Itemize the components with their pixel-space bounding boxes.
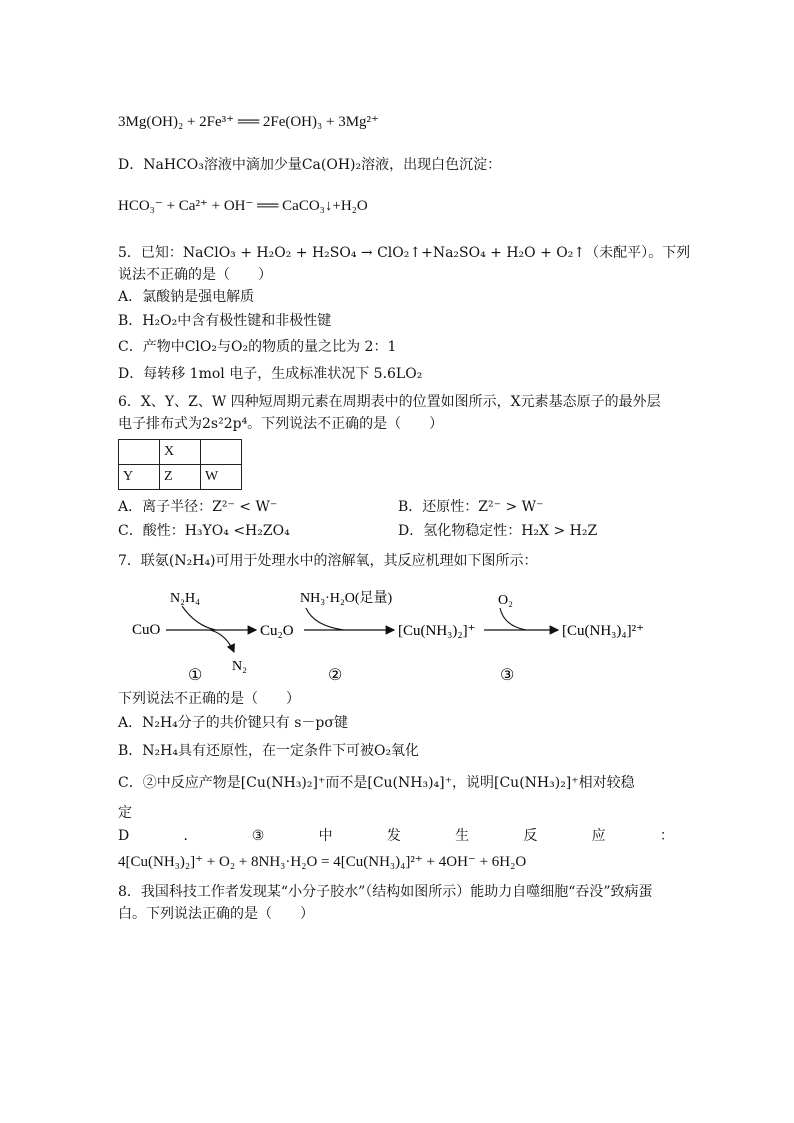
q5-option-c: C．产物中ClO₂与O₂的物质的量之比为 2：1 <box>118 339 397 355</box>
q5-option-a: A．氯酸钠是强电解质 <box>118 289 255 305</box>
q7-option-c-line1: C．②中反应产物是[Cu(NH₃)₂]⁺而不是[Cu(NH₃)₄]⁺，说明[Cu(NH₃)₂]⁺相对较稳 <box>118 775 635 791</box>
n2h4-label: N₂H₄ <box>170 591 200 606</box>
o2-label: O₂ <box>498 593 513 608</box>
q6-stem-line1: 6．X、Y、Z、W 四种短周期元素在周期表中的位置如图所示，X元素基态原子的最外层 <box>118 394 661 410</box>
justified-char: 生 <box>455 828 470 844</box>
curve-nh3-in <box>306 608 344 630</box>
step-3-marker: ③ <box>500 667 515 684</box>
table-cell: X <box>160 440 201 465</box>
q6-option-b: B．还原性：Z²⁻ > W⁻ <box>398 499 544 515</box>
cu2o-label: Cu₂O <box>260 623 294 639</box>
q7-option-b: B．N₂H₄具有还原性，在一定条件下可被O₂氧化 <box>118 743 420 759</box>
q5-option-d: D．每转移 1mol 电子，生成标准状况下 5.6LO₂ <box>118 366 423 382</box>
periodic-table-fragment <box>118 439 242 490</box>
cuo-label: CuO <box>132 622 161 638</box>
cunh3-2-label: [Cu(NH₃)₂]⁺ <box>398 623 476 639</box>
q5-option-b: B．H₂O₂中含有极性键和非极性键 <box>118 313 332 329</box>
q7-d-equation: 4[Cu(NH₃)₂]⁺ + O₂ + 8NH₃·H₂O = 4[Cu(NH₃)₄]²⁺ + 4OH⁻ + 6H₂O <box>118 854 527 870</box>
justified-char: 应 <box>591 828 606 844</box>
q7-option-a: A．N₂H₄分子的共价键只有 s－pσ键 <box>118 715 348 731</box>
justified-char: 反 <box>523 828 538 844</box>
q7-stem: 7．联氨(N₂H₄)可用于处理水中的溶解氧，其反应机理如下图所示： <box>118 553 538 569</box>
q8-stem-line1: 8．我国科技工作者发现某“小分子胶水”（结构如图所示）能助力自噬细胞“吞没”致病蛋 <box>118 884 653 900</box>
cunh3-4-label: [Cu(NH₃)₄]²⁺ <box>562 623 645 639</box>
q8-stem-line2: 白。下列说法正确的是（ ） <box>118 906 314 922</box>
q6-option-d: D．氢化物稳定性：H₂X > H₂Z <box>398 523 598 539</box>
table-cell: W <box>201 465 242 490</box>
reaction-mechanism-diagram <box>118 582 678 686</box>
q4-option-d: D．NaHCO₃溶液中滴加少量Ca(OH)₂溶液，出现白色沉淀： <box>118 157 502 173</box>
justified-char: ． <box>183 828 198 844</box>
curve-n2h4-in <box>182 606 216 630</box>
q4-d-equation: HCO₃⁻ + Ca²⁺ + OH⁻ ══ CaCO₃↓+H₂O <box>118 198 368 214</box>
q7-option-c-line2: 定 <box>118 805 132 821</box>
table-cell: Z <box>160 465 201 490</box>
curve-o2-in <box>500 608 526 630</box>
q4-c-equation: 3Mg(OH)₂ + 2Fe³⁺ ══ 2Fe(OH)₃ + 3Mg²⁺ <box>118 114 379 130</box>
justified-char: D <box>118 828 130 844</box>
table-cell: Y <box>119 465 160 490</box>
q6-option-c: C．酸性：H₃YO₄ <H₂ZO₄ <box>118 523 290 539</box>
table-cell <box>201 440 242 465</box>
step-2-marker: ② <box>328 667 343 684</box>
table-cell <box>119 440 160 465</box>
nh3-h2o-label: NH₃·H₂O(足量) <box>300 591 393 606</box>
q6-stem-line2: 电子排布式为2s²2p⁴。下列说法不正确的是（ ） <box>118 416 444 432</box>
q5-stem-line1: 5．已知：NaClO₃ + H₂O₂ + H₂SO₄ → ClO₂↑+Na₂SO₄ + H₂O + O₂↑（未配平）。下列 <box>118 245 691 261</box>
justified-char: 中 <box>318 828 333 844</box>
justified-char: ： <box>659 828 674 844</box>
q5-stem-line2: 说法不正确的是（ ） <box>118 267 272 283</box>
n2-label: N₂ <box>232 659 247 674</box>
curve-n2-out <box>210 630 234 652</box>
step-1-marker: ① <box>188 667 203 684</box>
justified-char: 发 <box>386 828 401 844</box>
q7-option-d-label <box>118 826 674 846</box>
q7-question: 下列说法不正确的是（ ） <box>118 691 300 707</box>
justified-char: ③ <box>251 828 265 844</box>
q6-option-a: A．离子半径：Z²⁻ < W⁻ <box>118 499 278 515</box>
